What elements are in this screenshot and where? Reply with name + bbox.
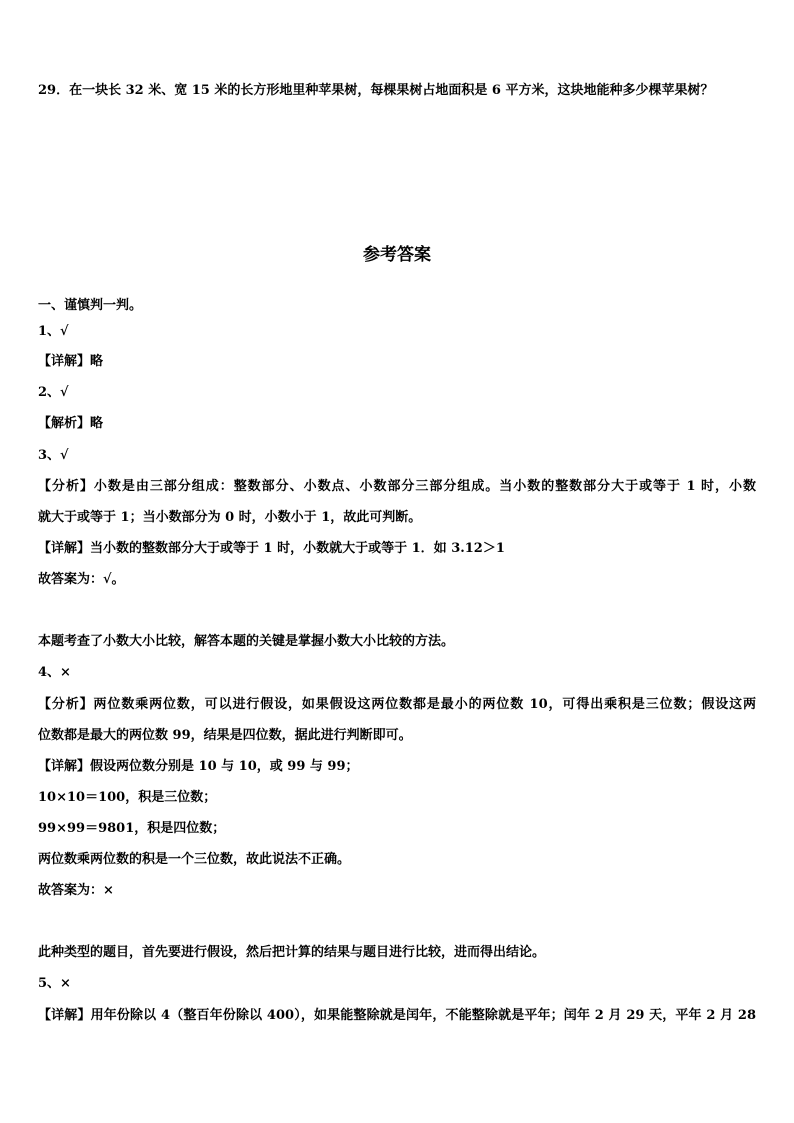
answer-2-analysis: 【解析】略 (38, 416, 104, 431)
answer-4: 4、× (38, 665, 71, 680)
answer-4-conclusion: 故答案为：× (38, 883, 114, 898)
answer-4-analysis-line2: 位数都是最大的两位数 99，结果是四位数，据此进行判断即可。 (38, 728, 412, 743)
answer-4-summary: 此种类型的题目，首先要进行假设，然后把计算的结果与题目进行比较，进而得出结论。 (38, 945, 546, 960)
question-29: 29．在一块长 32 米、宽 15 米的长方形地里种苹果树，每棵果树占地面积是 6 平方米，这块地能种多少棵苹果树？ (38, 83, 714, 98)
answer-3-detail: 【详解】当小数的整数部分大于或等于 1 时，小数就大于或等于 1．如 3.12＞1 (38, 541, 505, 556)
answer-4-analysis-line1: 【分析】两位数乘两位数，可以进行假设，如果假设这两位数都是最小的两位数 10，可得出乘积是三位数；假设这两 (38, 697, 756, 712)
answer-3: 3、√ (38, 448, 69, 463)
answer-5: 5、× (38, 976, 71, 991)
answer-3-summary: 本题考查了小数大小比较，解答本题的关键是掌握小数大小比较的方法。 (38, 634, 455, 649)
answer-5-detail-line1: 【详解】用年份除以 4（整百年份除以 400），如果能整除就是闰年，不能整除就是平年；闰年 2 月 29 天，平年 2 月 28 (38, 1008, 756, 1023)
section-heading: 一、谨慎判一判。 (38, 298, 143, 313)
answer-1: 1、√ (38, 324, 69, 339)
answers-title: 参考答案 (363, 245, 431, 265)
answer-3-analysis-line1: 【分析】小数是由三部分组成：整数部分、小数点、小数部分三部分组成。当小数的整数部分大于或等于 1 时，小数 (38, 479, 756, 494)
answer-4-detail-line1: 【详解】假设两位数分别是 10 与 10，或 99 与 99； (38, 759, 359, 774)
answer-1-detail: 【详解】略 (38, 354, 104, 369)
answer-2: 2、√ (38, 385, 69, 400)
answer-4-detail-line3: 99×99＝9801，积是四位数； (38, 821, 226, 836)
answer-3-analysis-line2: 就大于或等于 1；当小数部分为 0 时，小数小于 1，故此可判断。 (38, 510, 422, 525)
answer-4-detail-line2: 10×10＝100，积是三位数； (38, 790, 217, 805)
answer-4-detail-line4: 两位数乘两位数的积是一个三位数，故此说法不正确。 (38, 852, 351, 867)
answer-3-conclusion: 故答案为：√。 (38, 572, 125, 587)
